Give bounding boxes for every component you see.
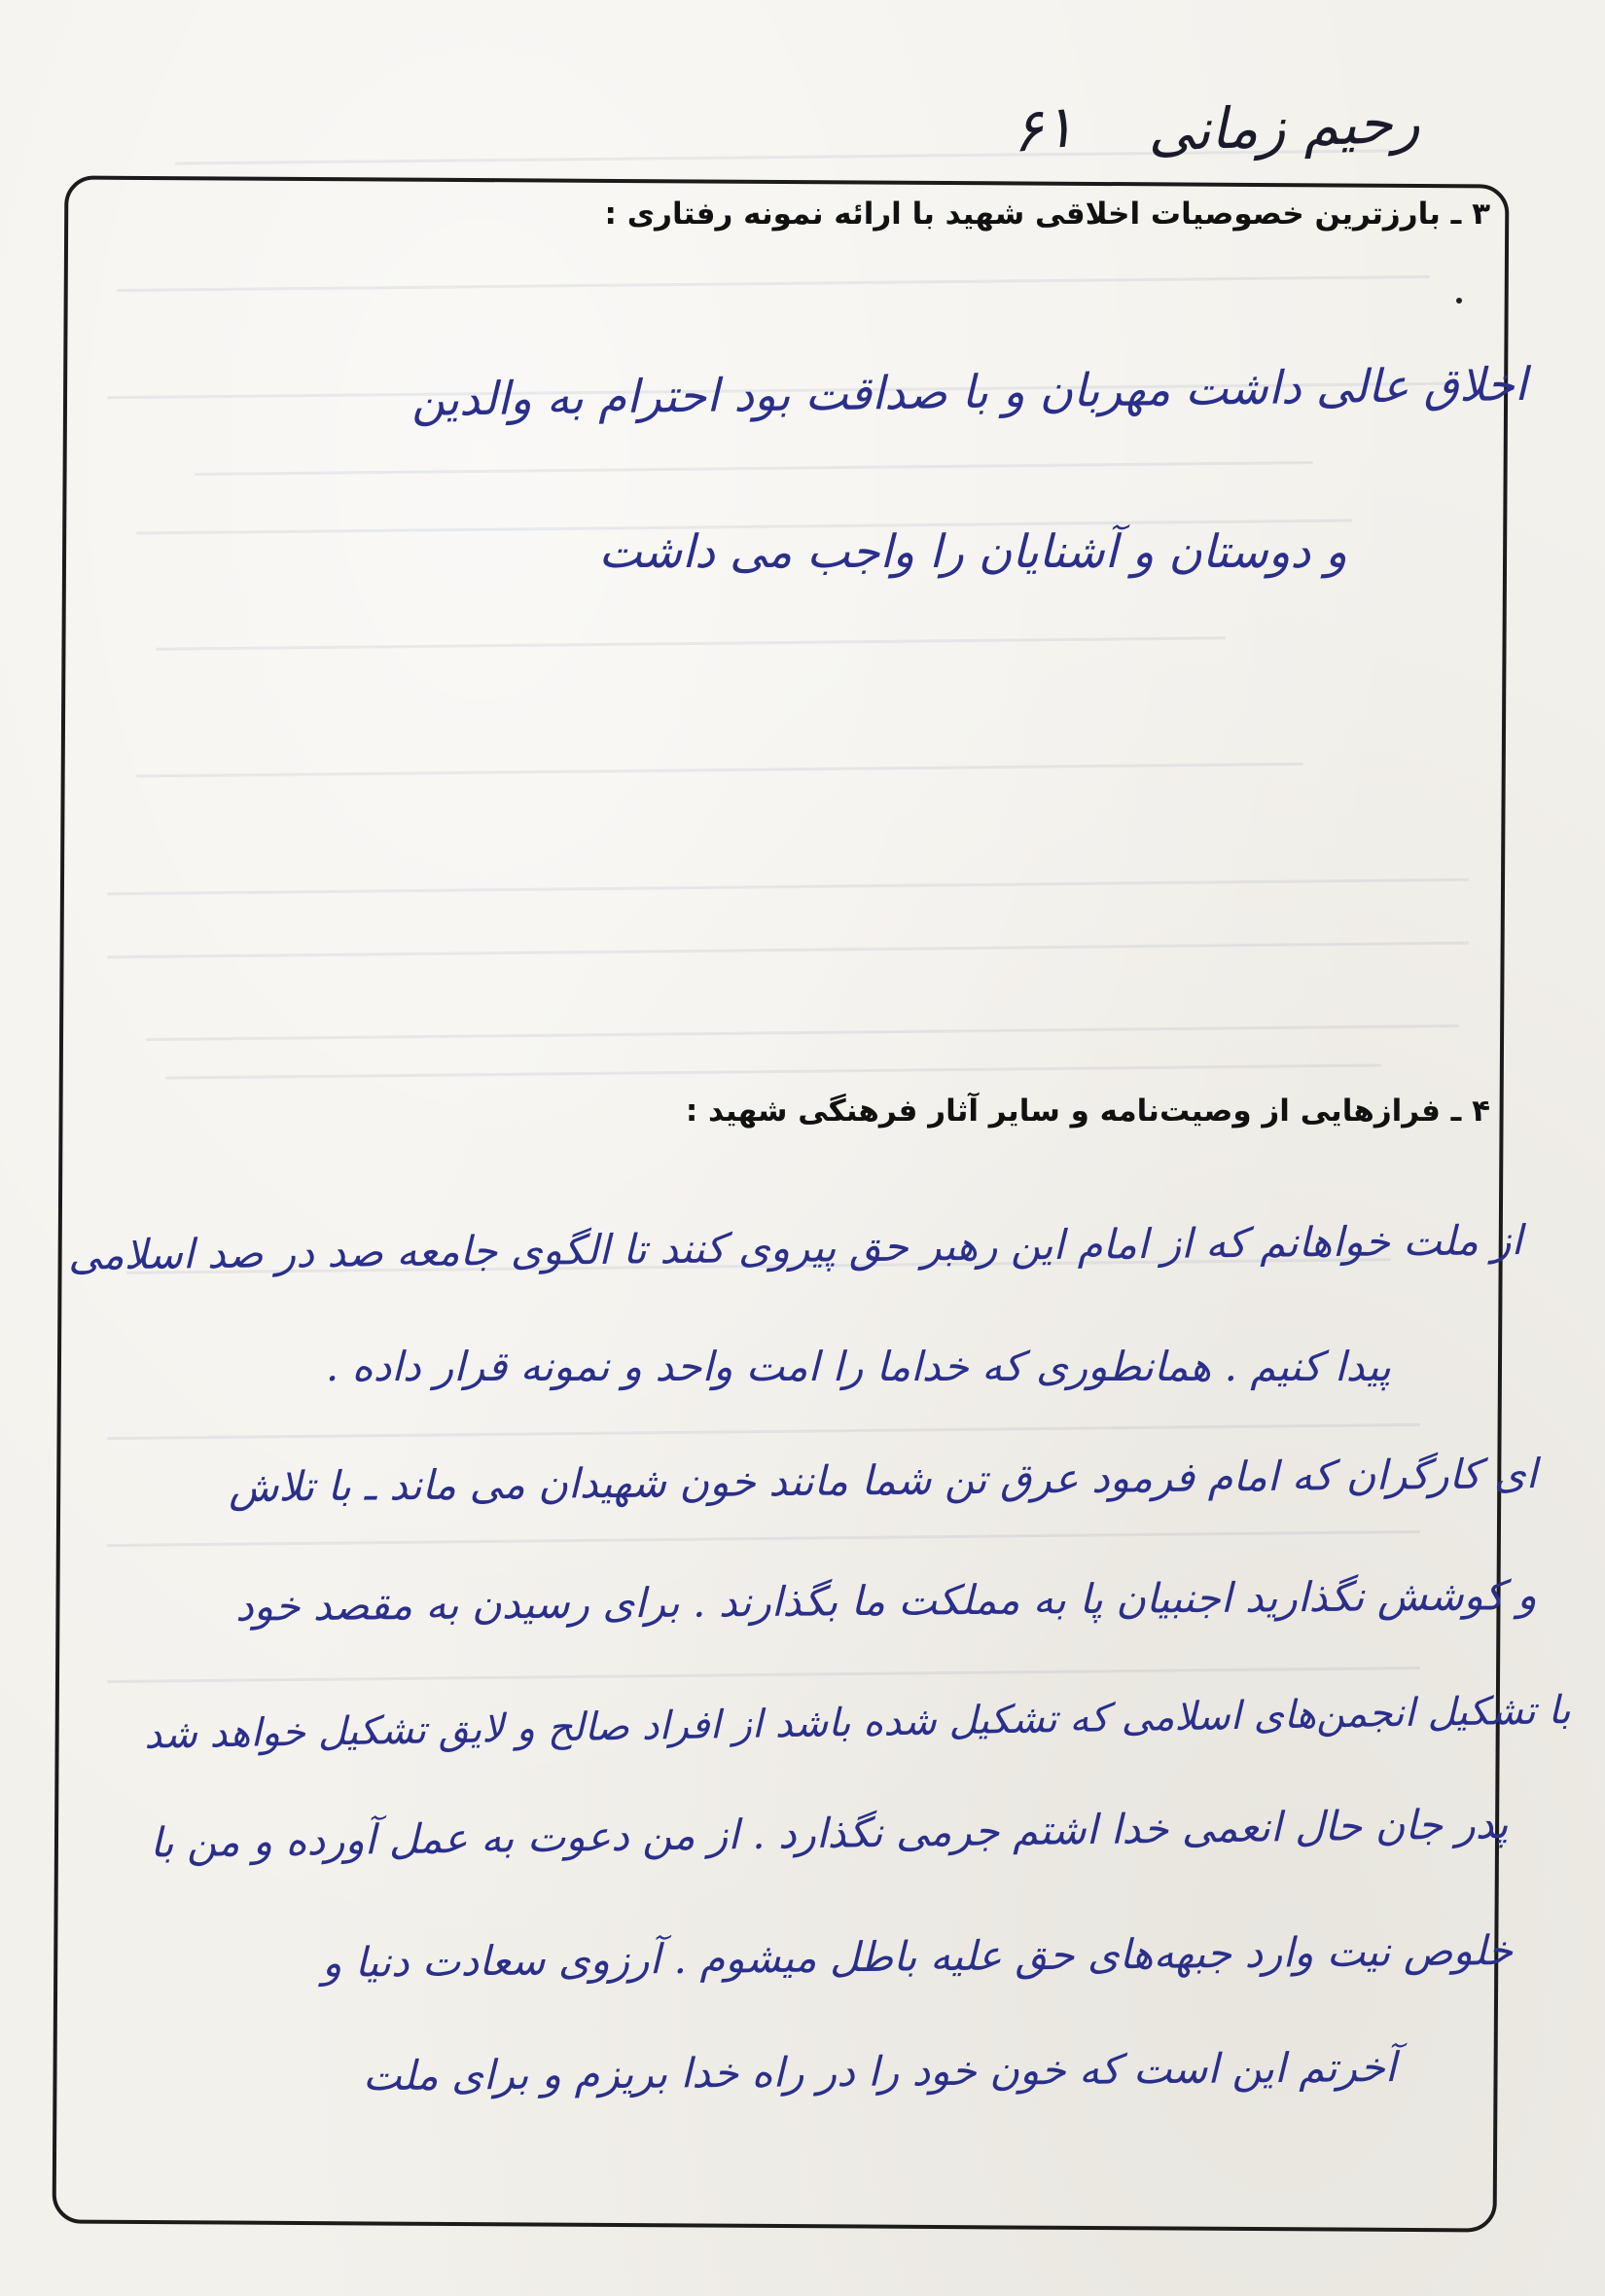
section-4-line: از ملت خواهانم که از امام این رهبر حق پیروی کنند تا الگوی جامعه صد در صد اسلامی bbox=[67, 1216, 1523, 1279]
section-4-line: با تشکیل انجمن‌های اسلامی که تشکیل شده باشد از افراد صالح و لایق تشکیل خواهد شد bbox=[144, 1688, 1572, 1758]
section-4-line: خلوص نیت وارد جبهه‌های حق علیه باطل میشوم . آرزوی سعادت دنیا و bbox=[321, 1926, 1514, 1987]
section-4-heading: ۴ ـ فرازهایی از وصیت‌نامه و سایر آثار فرهنگی شهید : bbox=[685, 1094, 1490, 1129]
section-3-line: و دوستان و آشنایان را واجب می داشت bbox=[598, 525, 1347, 579]
section-4-line: آخرتم این است که خون خود را در راه خدا بریزم و برای ملت bbox=[362, 2043, 1397, 2100]
record-number: ۶۱ bbox=[1008, 91, 1078, 167]
bullet-dot bbox=[1456, 298, 1462, 304]
section-4-line: ای کارگران که امام فرمود عرق تن شما مانند خون شهیدان می ماند ـ با تلاش bbox=[228, 1450, 1538, 1512]
martyr-name: رحیم زمانی bbox=[1147, 89, 1422, 164]
section-3-line: اخلاق عالی داشت مهربان و با صداقت بود احترام به والدین bbox=[410, 358, 1528, 428]
section-4-line: و کوشش نگذارید اجنبیان پا به مملکت ما بگذارند . برای رسیدن به مقصد خود bbox=[235, 1571, 1538, 1631]
section-3-heading: ۳ ـ بارزترین خصوصیات اخلاقی شهید با ارائه نمونه رفتاری : bbox=[604, 197, 1490, 232]
section-4-line: پدر جان حال انعمی خدا اشتم جرمی نگذارد . از من دعوت به عمل آورده و من با bbox=[149, 1800, 1509, 1867]
form-frame bbox=[53, 175, 1510, 2232]
section-4-line: پیدا کنیم . همانطوری که خداما را امت واحد و نمونه قرار داده . bbox=[325, 1343, 1391, 1390]
